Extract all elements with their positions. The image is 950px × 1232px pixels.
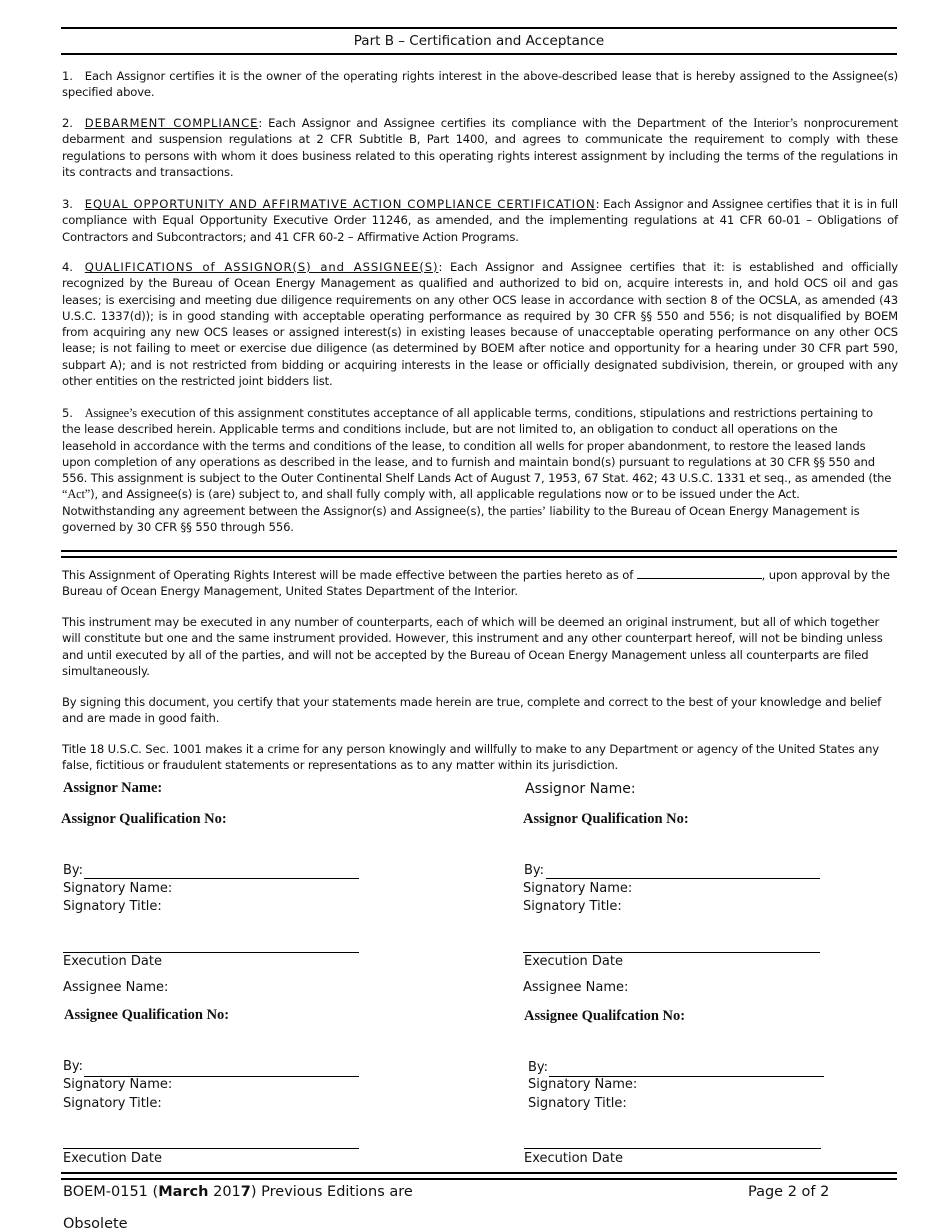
paragraph-2-debarment [62,115,898,180]
effective-date-field[interactable] [637,567,762,579]
execution-date-line-left-2[interactable] [63,1148,359,1149]
page-number: Page 2 of 2 [748,1184,830,1200]
assignee-qualification-label-left: Assignee Qualification No: [64,1007,230,1023]
paragraph-1 [62,68,898,101]
counterparts-paragraph: This instrument may be executed in any number of counterparts, each of which will be deemed an original instrument, but all of which together will constitute but one and the same instrument provided. However, this instrument and any other counterpart hereof, will not be binding unless and until executed by all of the parties, and will not be accepted by the Bureau of Ocean Energy Management unless all counterparts are filed simultaneously. [62,615,883,678]
serif-word: Assignee’s [84,406,137,420]
execution-date-label-left: Execution Date [63,954,162,969]
by-label-left-2: By: [63,1059,84,1074]
assignor-name-label-right: Assignor Name: [525,781,636,797]
form-month: March [158,1184,209,1200]
paragraph-4-qualifications [62,259,898,389]
signatory-title-label-right: Signatory Title: [523,899,622,914]
paragraph-text: This Assignment of Operating Rights Interest will be made effective between the parties hereto as of [62,568,637,582]
effective-date-paragraph [62,567,896,600]
footer-rule-2 [61,1178,897,1180]
obsolete-note: Obsolete [63,1216,128,1232]
by-label-right: By: [524,863,545,878]
paragraph-text: liability to the Bureau of Ocean Energy Management is governed by 30 CFR §§ 550 through 556. [62,503,860,535]
assignor-name-label-left: Assignor Name: [63,780,163,796]
paragraph-text: execution of this assignment constitutes acceptance of all applicable terms, conditions, stipulations and restrictions pertaining to the lease described herein. Applicable terms and conditions include, but are not limited to, an obligation to conduct all operations on the leasehold in accordance with the terms and conditions of the lease, to condition all wells for proper abandonment, to restore the leased lands upon completion of any operations as described in the lease, and to furnish and maintain bond(s) pursuant to regulations at 30 CFR §§ 550 and 556. This assignment is subject to the Outer Continental Shelf Lands Act of August 7, 1953, 67 Stat. 462; 43 U.S.C. 1331 et seq., as amended (the [62,406,892,486]
equal-opportunity-heading: EQUAL OPPORTUNITY AND AFFIRMATIVE ACTION COMPLIANCE CERTIFICATION [84,197,596,211]
paragraph-number: 5. [62,406,73,420]
paragraph-number: 2. [62,116,73,130]
section-title: Part B – Certification and Acceptance [353,33,605,49]
signatory-name-label-right-2: Signatory Name: [528,1077,638,1092]
signatory-title-label-left: Signatory Title: [63,899,162,914]
paragraph-number: 4. [62,260,73,274]
form-year-digit: 7 [240,1184,251,1200]
paragraph-number: 1. [62,69,73,83]
paragraph-text: nonprocurement debarment and suspension regulations at 2 CFR Subtitle B, Part 1400, and agrees to communicate the requirement to comply with these regulations to persons with whom it does business related to this operating rights interest assignment by including the terms of the regulations in its contracts and transactions. [62,116,898,179]
paragraph-text: Each Assignor certifies it is the owner of the operating rights interest in the above-described lease that is hereby assigned to the Assignee(s) specified above. [62,69,898,100]
divider-rule-2 [61,556,897,558]
signatory-title-label-left-2: Signatory Title: [63,1096,162,1111]
signature-line-right[interactable] [546,878,820,879]
form-identifier [63,1184,413,1200]
signatory-name-label-left: Signatory Name: [63,881,173,896]
signing-paragraph: By signing this document, you certify that your statements made herein are true, complete and correct to the best of your knowledge and belief and are made in good faith. [62,695,882,726]
qualifications-heading: QUALIFICATIONS of ASSIGNOR(S) and ASSIGNEE(S) [84,260,439,274]
assignor-qualification-label-right: Assignor Qualification No: [523,811,689,827]
paragraph-3-equal-opportunity [62,196,898,245]
form-id: BOEM-0151 ( [63,1184,159,1200]
serif-word: parties’ [509,503,546,518]
assignee-name-label-left: Assignee Name: [63,980,169,995]
serif-word: “Act” [62,487,91,502]
assignor-qualification-label-left: Assignor Qualification No: [61,811,227,827]
title-rule [61,53,897,55]
signatory-title-label-right-2: Signatory Title: [528,1096,627,1111]
signature-line-left[interactable] [84,878,359,879]
top-rule [61,27,897,29]
paragraph-number: 3. [62,197,73,211]
paragraph-text: ), and Assignee(s) is (are) subject to, and shall fully comply with, all applicable regulations now or to be issued under the Act. Notwithstanding any agreement between the Assignor(s) and Assignee(s), the [62,487,800,518]
signatory-name-label-right: Signatory Name: [523,881,633,896]
footer-rule-1 [61,1172,897,1174]
by-label-right-2: By: [528,1060,549,1075]
signatory-name-label-left-2: Signatory Name: [63,1077,173,1092]
by-label-left: By: [63,863,84,878]
debarment-heading: DEBARMENT COMPLIANCE [84,116,259,130]
form-year: 201 [208,1184,241,1200]
divider-rule-1 [61,550,897,552]
assignee-name-label-right: Assignee Name: [523,980,629,995]
paragraph-5-acceptance [62,405,894,535]
paragraph-text: : Each Assignor and Assignee certifies that it: is established and officially recognized by the Bureau of Ocean Energy Management as qualified and authorized to bid on, acquire interests in, and hold OCS oil and gas leases; is exercising and meeting due diligence requirements on any other OCS lease in accordance with section 8 of the OCSLA, as amended (43 U.S.C. 1337(d)); is in good standing with acceptable operating performance as required by 30 CFR §§ 550 and 556; is not disqualified by BOEM from acquiring any new OCS leases or assigned interest(s) in existing leases because of unacceptable operating performance on any other OCS lease; is not failing to meet or exercise due diligence (as determined by BOEM after notice and opportunity for a hearing under 30 CFR part 590, subpart A); and is not restricted from bidding or acquiring interests in the lease or officially designated subdivision, therein, or grouped with any other entities on the restricted joint bidders list. [62,260,898,389]
execution-date-label-right-2: Execution Date [524,1151,623,1166]
execution-date-line-right-2[interactable] [524,1148,821,1149]
form-editions-note: ) Previous Editions are [250,1184,413,1200]
assignee-qualification-label-right: Assignee Qualifcation No: [524,1008,686,1024]
execution-date-label-left-2: Execution Date [63,1151,162,1166]
paragraph-text: : Each Assignor and Assignee certifies that it is in full compliance with Equal Opportunity Executive Order 11246, as amended, and the implementing regulations at 41 CFR 60-01 – Obligations of Contractors and Subcontractors; and 41 CFR 60-2 – Affirmative Action Programs. [62,197,898,244]
serif-word: Interior’s [753,116,798,130]
execution-date-label-right: Execution Date [524,954,623,969]
paragraph-text: : Each Assignor and Assignee certifies its compliance with the Department of the [258,116,754,130]
title18-paragraph: Title 18 U.S.C. Sec. 1001 makes it a crime for any person knowingly and willfully to make to any Department or agency of the United States any false, fictitious or fraudulent statements or representations as to any matter within its jurisdiction. [62,742,879,773]
paragraph-text: , upon approval by the Bureau of Ocean Energy Management, United States Department of the Interior. [62,568,890,599]
